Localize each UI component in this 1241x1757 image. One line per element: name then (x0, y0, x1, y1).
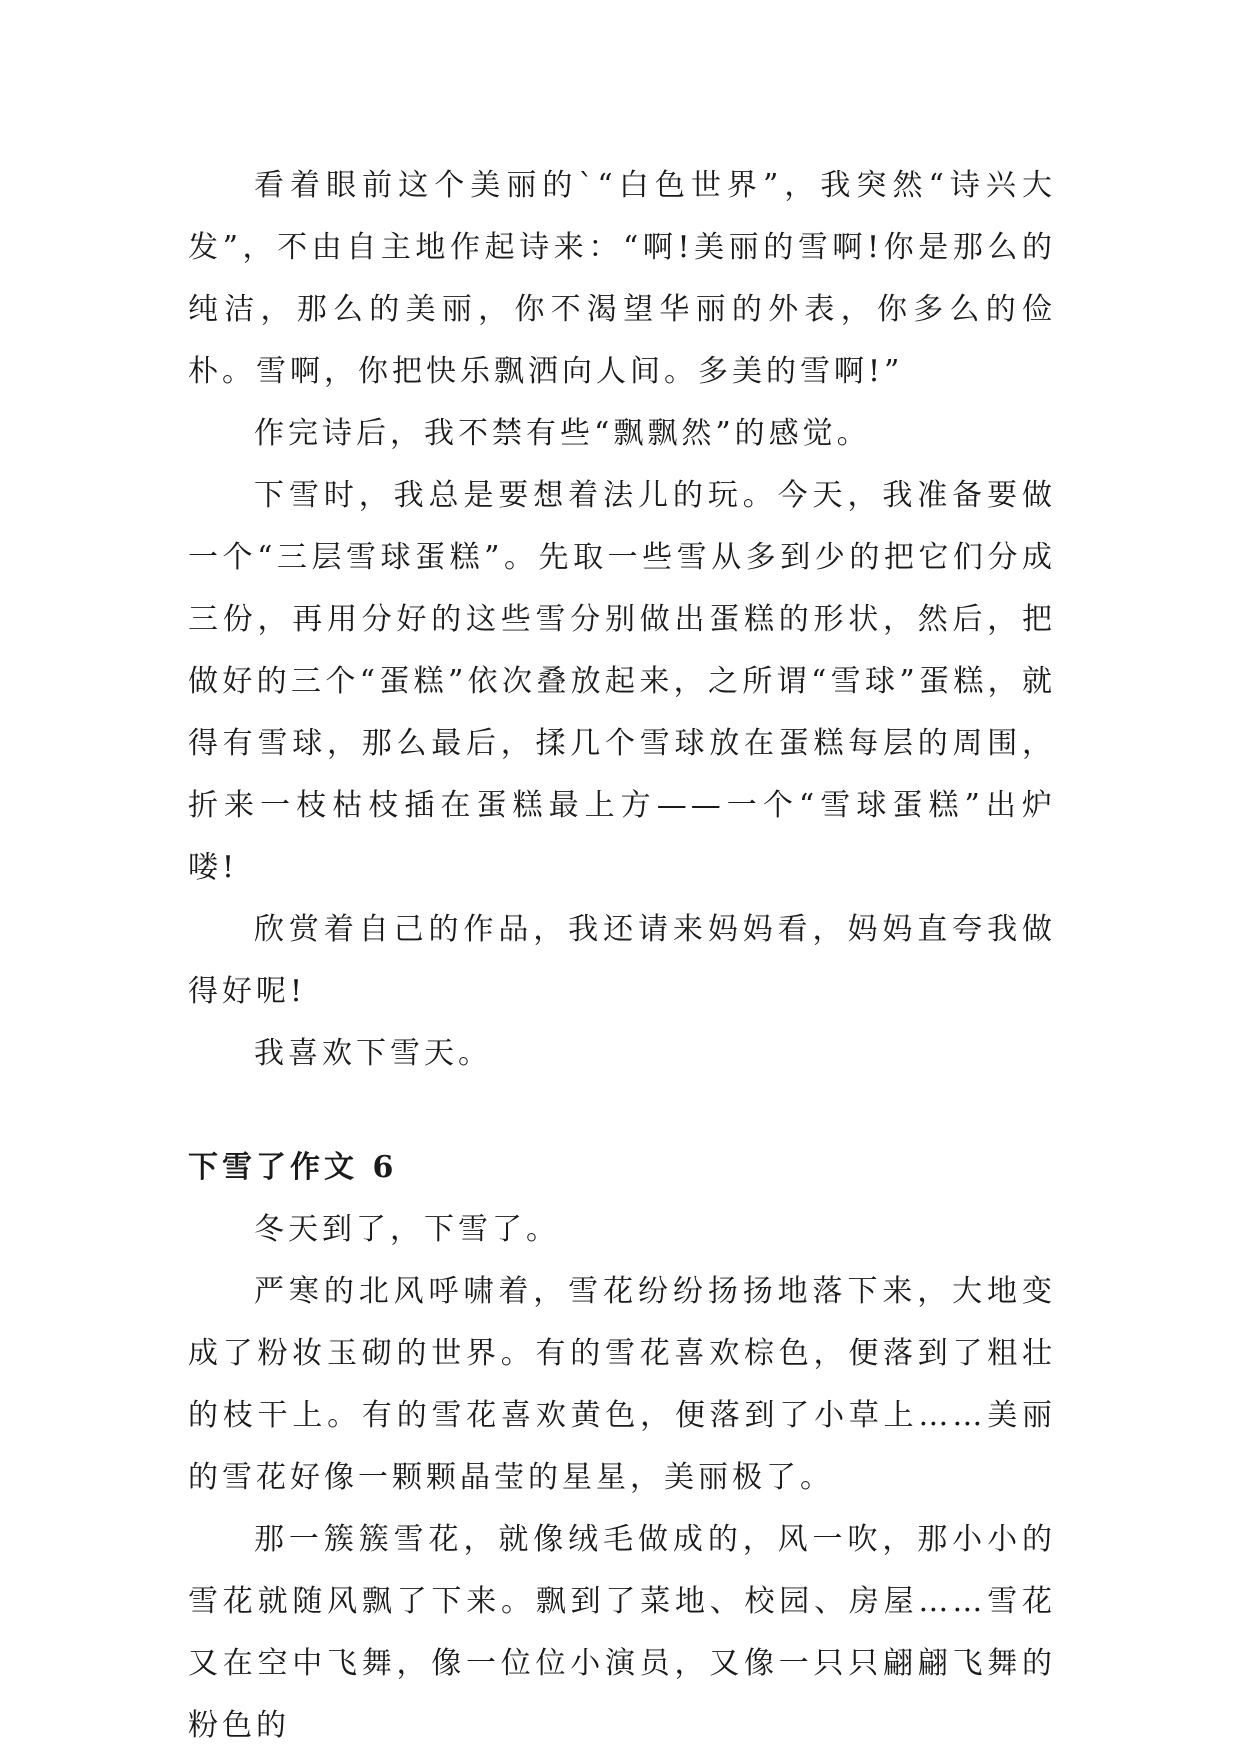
paragraph: 我喜欢下雪天。 (254, 1036, 492, 1071)
document-page (188, 155, 1056, 1757)
paragraph: 作完诗后，我不禁有些“飘飘然”的感觉。 (254, 416, 871, 451)
paragraph: 严寒的北风呼啸着，雪花纷纷扬扬地落下来，大地变成了粉妆玉砌的世界。有的雪花喜欢棕色，便落到了粗壮的枝干上。有的雪花喜欢黄色，便落到了小草上……美丽的雪花好像一颗颗晶莹的星星，美丽极了。 (188, 1274, 1056, 1495)
paragraph: 欣赏着自己的作品，我还请来妈妈看，妈妈直夸我做得好呢! (188, 912, 1056, 1009)
paragraph: 看着眼前这个美丽的`“白色世界”，我突然“诗兴大发”，不由自主地作起诗来：“啊!美丽的雪啊!你是那么的纯洁，那么的美丽，你不渴望华丽的外表，你多么的俭朴。雪啊，你把快乐飘洒向人间。多美的雪啊!” (188, 168, 1056, 389)
section-title: 下雪了作文 6 (188, 1150, 398, 1185)
paragraph: 那一簇簇雪花，就像绒毛做成的，风一吹，那小小的雪花就随风飘了下来。飘到了菜地、校园、房屋……雪花又在空中飞舞，像一位位小演员，又像一只只翩翩飞舞的粉色的 (188, 1522, 1056, 1743)
paragraph: 冬天到了，下雪了。 (254, 1212, 560, 1247)
paragraph: 下雪时，我总是要想着法儿的玩。今天，我准备要做一个“三层雪球蛋糕”。先取一些雪从多到少的把它们分成三份，再用分好的这些雪分别做出蛋糕的形状，然后，把做好的三个“蛋糕”依次叠放起来，之所谓“雪球”蛋糕，就得有雪球，那么最后，揉几个雪球放在蛋糕每层的周围，折来一枝枯枝插在蛋糕最上方——一个“雪球蛋糕”出炉喽! (188, 478, 1056, 885)
